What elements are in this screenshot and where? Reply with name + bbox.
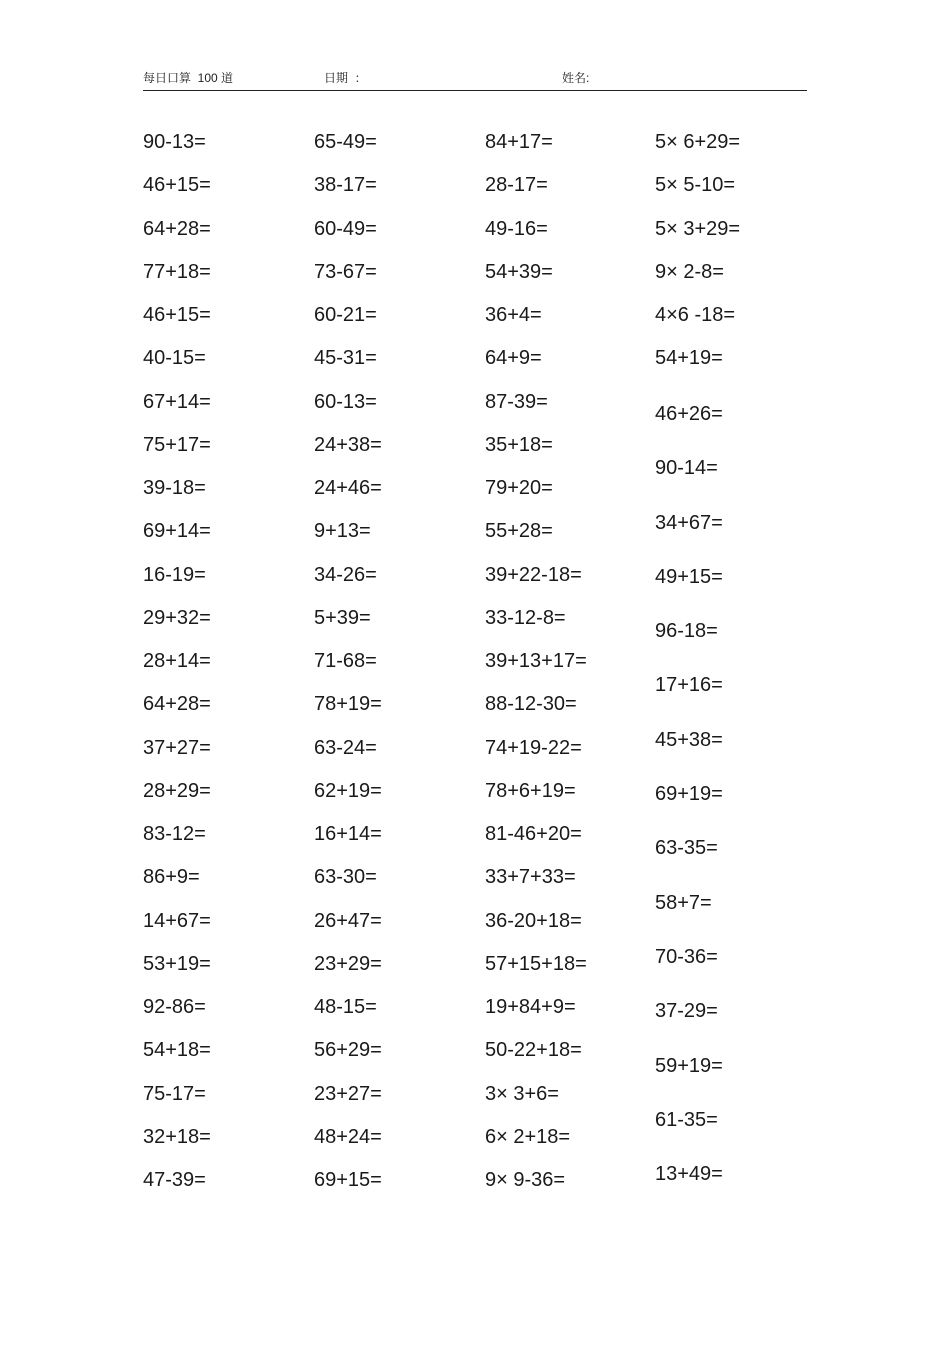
problem-item: 5× 6+29= [655, 131, 741, 153]
date-label: 日期 ： [324, 71, 367, 85]
problem-item: 96-18= [655, 620, 718, 643]
problem-item: 40-15= [143, 347, 206, 370]
problem-item: 39+22-18= [485, 563, 582, 586]
problem-item: 86+9= [143, 866, 200, 889]
problem-item: 87-39= [485, 390, 548, 413]
problem-item: 35+18= [485, 433, 553, 456]
problem-item: 57+15+18= [485, 952, 587, 975]
problem-item: 90-13= [143, 131, 206, 153]
problem-item: 23+27= [314, 1082, 382, 1105]
problem-item: 64+28= [143, 217, 211, 240]
problem-item: 36+4= [485, 304, 542, 326]
problem-item: 13+49= [655, 1163, 723, 1186]
problem-item: 54+18= [143, 1039, 211, 1062]
problem-item: 32+18= [143, 1125, 211, 1148]
problem-item: 46+15= [143, 174, 211, 197]
problem-column-4-bottom [655, 400, 723, 1214]
problem-item: 75+17= [143, 433, 211, 456]
problem-column-3 [485, 128, 587, 1209]
problem-item: 77+18= [143, 260, 211, 283]
problem-item: 54+39= [485, 260, 553, 283]
problem-item: 46+15= [143, 304, 211, 326]
name-label: 姓名: [562, 71, 590, 85]
problem-item: 5+39= [314, 606, 371, 629]
problem-item: 59+19= [655, 1054, 723, 1077]
problem-item: 49+15= [655, 565, 723, 588]
problem-item: 48-15= [314, 996, 377, 1018]
problem-item: 5× 5-10= [655, 174, 736, 197]
problem-item: 34-26= [314, 563, 377, 586]
problem-item: 63-35= [655, 837, 718, 860]
problem-item: 33-12-8= [485, 606, 566, 629]
problem-item: 6× 2+18= [485, 1125, 571, 1148]
problem-item: 64+9= [485, 347, 542, 370]
problem-item: 60-49= [314, 217, 377, 240]
problem-item: 29+32= [143, 606, 211, 629]
problem-item: 4×6 -18= [655, 304, 736, 326]
problem-item: 71-68= [314, 650, 377, 672]
problem-item: 23+29= [314, 952, 382, 975]
problem-item: 24+46= [314, 477, 382, 499]
problem-item: 17+16= [655, 674, 723, 697]
problem-item: 84+17= [485, 131, 553, 153]
problem-item: 69+14= [143, 520, 211, 543]
problem-item: 39+13+17= [485, 650, 587, 672]
problem-item: 69+19= [655, 783, 723, 806]
worksheet-title: 每日口算 100 道 [143, 71, 234, 85]
problem-item: 19+84+9= [485, 996, 576, 1018]
problem-item: 48+24= [314, 1125, 382, 1148]
problem-column-1 [143, 128, 211, 1209]
problem-item: 79+20= [485, 477, 553, 499]
problem-item: 63-24= [314, 736, 377, 759]
problem-item: 83-12= [143, 823, 206, 845]
problem-item: 36-20+18= [485, 909, 582, 932]
problem-item: 73-67= [314, 260, 377, 283]
problem-item: 9× 9-36= [485, 1169, 566, 1191]
problem-item: 74+19-22= [485, 736, 582, 759]
problem-item: 16-19= [143, 563, 206, 586]
problem-item: 58+7= [655, 891, 712, 914]
problem-item: 3× 3+6= [485, 1082, 559, 1105]
problem-item: 62+19= [314, 779, 382, 802]
problem-item: 37-29= [655, 1000, 718, 1023]
problem-item: 14+67= [143, 909, 211, 932]
problem-item: 53+19= [143, 952, 211, 975]
problem-item: 26+47= [314, 909, 382, 932]
problem-item: 75-17= [143, 1082, 206, 1105]
problem-item: 28+29= [143, 779, 211, 802]
problem-item: 28-17= [485, 174, 548, 197]
problem-item: 78+6+19= [485, 779, 576, 802]
problem-item: 65-49= [314, 131, 377, 153]
problem-item: 81-46+20= [485, 823, 582, 845]
problem-item: 24+38= [314, 433, 382, 456]
problem-item: 67+14= [143, 390, 211, 413]
problem-item: 63-30= [314, 866, 377, 889]
problem-item: 37+27= [143, 736, 211, 759]
problem-item: 46+26= [655, 403, 723, 425]
problem-item: 92-86= [143, 996, 206, 1018]
problem-item: 9+13= [314, 520, 371, 543]
problem-item: 55+28= [485, 520, 553, 543]
problem-item: 64+28= [143, 693, 211, 716]
problem-item: 54+19= [655, 347, 723, 370]
problem-item: 34+67= [655, 511, 723, 534]
problem-item: 47-39= [143, 1169, 206, 1191]
problem-item: 61-35= [655, 1108, 718, 1131]
problem-item: 78+19= [314, 693, 382, 716]
problem-item: 33+7+33= [485, 866, 576, 889]
problem-item: 50-22+18= [485, 1039, 582, 1062]
problem-item: 28+14= [143, 650, 211, 672]
problem-column-4-top [655, 128, 740, 388]
problem-item: 5× 3+29= [655, 217, 741, 240]
problem-item: 45+38= [655, 728, 723, 751]
problem-item: 39-18= [143, 477, 206, 499]
problem-item: 60-13= [314, 390, 377, 413]
problem-column-2 [314, 128, 382, 1209]
problem-item: 60-21= [314, 304, 377, 326]
problem-item: 38-17= [314, 174, 377, 197]
problem-item: 70-36= [655, 945, 718, 968]
problem-item: 49-16= [485, 217, 548, 240]
problem-item: 88-12-30= [485, 693, 577, 716]
problem-item: 16+14= [314, 823, 382, 845]
problem-item: 90-14= [655, 457, 718, 480]
problem-item: 45-31= [314, 347, 377, 370]
problem-item: 56+29= [314, 1039, 382, 1062]
problem-item: 9× 2-8= [655, 260, 724, 283]
problem-item: 69+15= [314, 1169, 382, 1191]
page-header [143, 68, 807, 91]
